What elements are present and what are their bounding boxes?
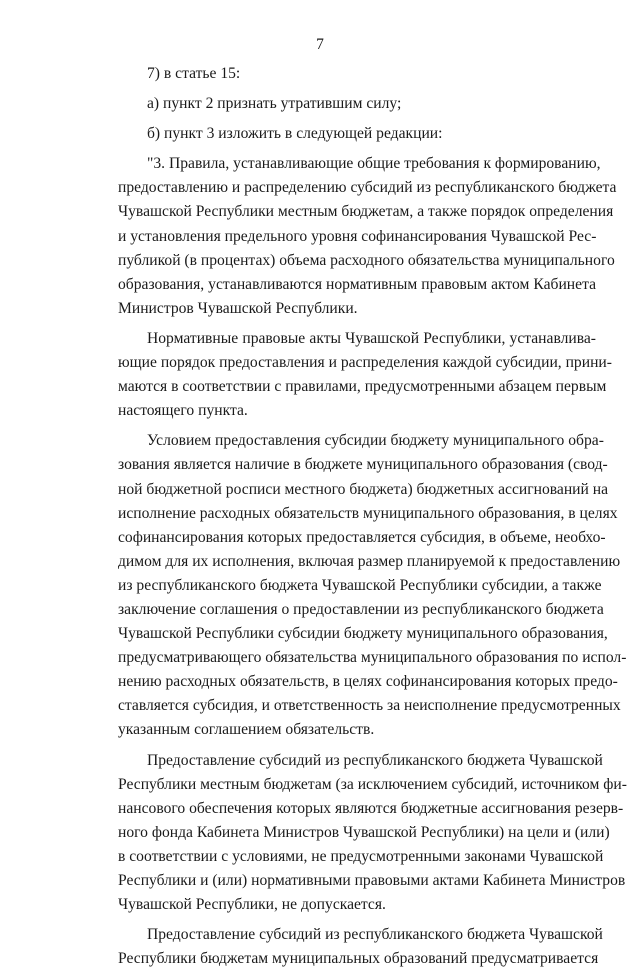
text-line: и установления предельного уровня софинансирования Чувашской Рес-	[118, 227, 597, 245]
text-line: Предоставление субсидий из республиканского бюджета Чувашской	[147, 751, 603, 769]
text-line: зования является наличие в бюджете муниципального образования (свод-	[118, 456, 608, 474]
text-line: образования, устанавливаются нормативным правовым актом Кабинета	[118, 275, 596, 293]
text-line: Республики бюджетам муниципальных образований предусматривается	[118, 950, 599, 968]
text-line: из республиканского бюджета Чувашской Республики субсидии, а также	[118, 576, 602, 594]
paragraph	[118, 92, 596, 116]
text-line: нансового обеспечения которых являются бюджетные ассигнования резерв-	[118, 799, 624, 817]
text-line: ставляется субсидия, и ответственность за неисполнение предусмотренных	[118, 697, 621, 715]
paragraph	[118, 152, 617, 321]
text-line: Республики и (или) нормативными правовыми актами Кабинета Министров	[118, 872, 626, 889]
text-line: предоставлению и распределению субсидий из республиканского бюджета	[118, 179, 617, 197]
text-line: Министров Чувашской Республики.	[118, 299, 358, 317]
text-line: димом для их исполнения, включая размер планируемой к предоставлению	[118, 552, 621, 570]
text-line: маются в соответствии с правилами, предусмотренными абзацем первым	[118, 378, 607, 396]
text-line: б) пункт 3 изложить в следующей редакции:	[147, 125, 443, 143]
text-line: Предоставление субсидий из республиканского бюджета Чувашской	[147, 926, 603, 944]
document-body	[118, 62, 627, 971]
paragraph	[118, 327, 612, 423]
text-line: а) пункт 2 признать утратившим силу;	[147, 95, 402, 113]
text-line: настоящего пункта.	[118, 402, 248, 420]
text-line: Чувашской Республики местным бюджетам, а также порядок определения	[118, 203, 614, 221]
paragraph	[118, 923, 603, 971]
text-line: публикой (в процентах) объема расходного обязательства муниципального	[118, 251, 615, 269]
text-line: 7) в статье 15:	[147, 65, 241, 82]
text-line: Республики местным бюджетам (за исключением субсидий, источником фи-	[118, 775, 627, 793]
text-line: Чувашской Республики субсидии бюджету муниципального образования,	[118, 625, 608, 643]
text-line: ного фонда Кабинета Министров Чувашской Республики) на цели и (или)	[118, 823, 610, 841]
text-line: "3. Правила, устанавливающие общие требования к формированию,	[147, 155, 601, 173]
text-line: нению расходных обязательств, в целях софинансирования которых предо-	[118, 673, 618, 691]
paragraph	[118, 429, 627, 742]
text-line: заключение соглашения о предоставлении из республиканского бюджета	[118, 600, 604, 618]
text-line: Условием предоставления субсидии бюджету муниципального обра-	[147, 432, 604, 450]
text-line: в соответствии с условиями, не предусмотренными законами Чувашской	[118, 847, 604, 865]
text-line: исполнение расходных обязательств муниципального образования, в целях	[118, 504, 618, 522]
text-line: Чувашской Республики, не допускается.	[118, 896, 386, 914]
paragraph	[118, 62, 596, 86]
page-number: 7	[316, 36, 324, 53]
text-line: предусматривающего обязательства муниципального образования по испол-	[118, 649, 627, 667]
paragraph	[118, 122, 596, 146]
text-line: ной бюджетной росписи местного бюджета) бюджетных ассигнований на	[118, 480, 609, 498]
text-line: софинансирования которых предоставляется субсидия, в объеме, необхо-	[118, 528, 606, 546]
paragraph	[118, 749, 627, 918]
text-line: ющие порядок предоставления и распределения каждой субсидии, прини-	[118, 354, 612, 372]
text-line: указанным соглашением обязательств.	[118, 721, 375, 739]
text-line: Нормативные правовые акты Чувашской Республики, устанавлива-	[147, 329, 596, 347]
